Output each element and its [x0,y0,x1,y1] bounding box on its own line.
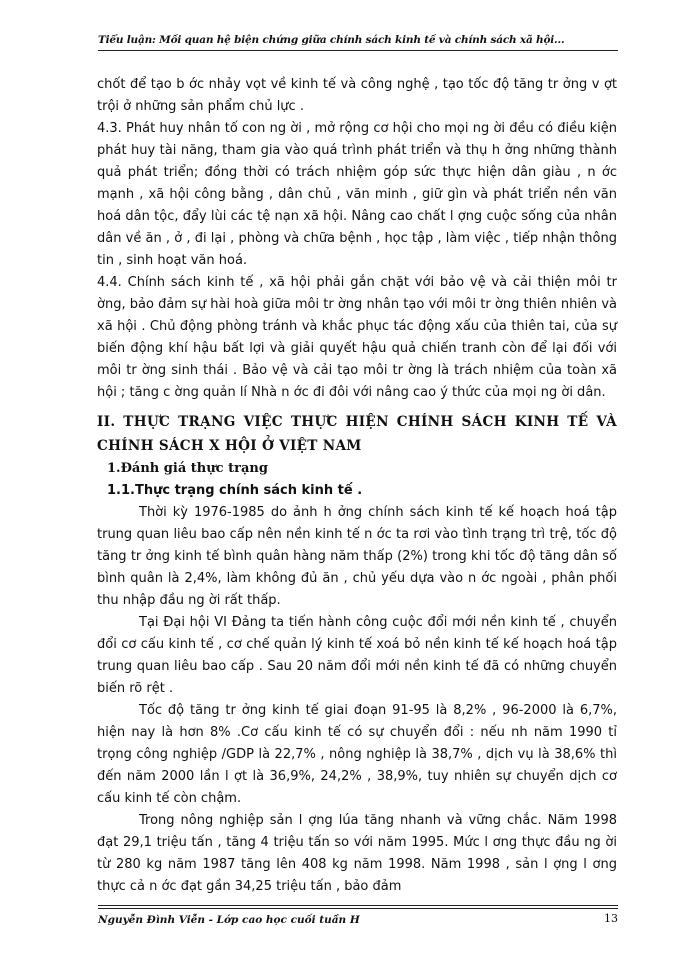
section-heading: II. THỰC TRẠNG VIỆC THỰC HIỆN CHÍNH SÁCH KINH TẾ VÀ CHÍNH SÁCH X HỘI Ở VIỆT NAM [97,414,617,454]
body-paragraph: Trong nông nghiệp sản l ợng lúa tăng nhanh và vững chắc. Năm 1998 đạt 29,1 triệu tấn , tăng 4 triệu tấn so với năm 1995. Mức l ơng thực đầu ng ời từ 280 kg năm 1987 tăng lên 408 kg năm 1998. Năm 1998 , sản l ợng l ơng thực cả n ớc đạt gần 34,25 triệu tấn , bảo đảm [97,813,617,894]
header-rule [98,50,618,51]
paragraph-4-4: 4.4. Chính sách kinh tế , xã hội phải gắn chặt với bảo vệ và cải thiện môi tr ờng, bảo đảm sự hài hoà giữa môi tr ờng nhân tạo với môi tr ờng thiên nhiên và xã hội . Chủ động phòng tránh và khắc phục tác động xấu của thiên tai, của sự biến động khí hậu bất lợi và giải quyết hậu quả chiến tranh còn để lại đối với môi tr ờng sinh thái . Bảo vệ và cải tạo môi tr ờng là trách nhiệm của toàn xã hội ; tăng c ờng quản lí Nhà n ớc đi đôi với nâng cao ý thức của mọi ng ời dân. [97,275,617,400]
footer-rule-bottom [98,908,618,909]
page-number: 13 [604,912,618,925]
footer-rule-top [98,905,618,906]
running-footer: Nguyễn Đình Viễn - Lớp cao học cuối tuần H [98,914,360,926]
body-paragraph: Tốc độ tăng tr ởng kinh tế giai đoạn 91-95 là 8,2% , 96-2000 là 6,7%, hiện nay là hơn 8% .Cơ cấu kinh tế có sự chuyển đổi : nếu nh năm 1990 tỉ trọng công nghiệp /GDP là 22,7% , nông nghiệp là 38,7% , dịch vụ là 38,6% thì đến năm 2000 lần l ợt là 36,9%, 24,2% , 38,9%, tuy nhiên sự chuyển dịch cơ cấu kinh tế còn chậm. [97,703,617,806]
body-paragraph: Tại Đại hội VI Đảng ta tiến hành công cuộc đổi mới nền kinh tế , chuyển đổi cơ cấu kinh tế , cơ chế quản lý kinh tế xoá bỏ nền kinh tế kế hoạch hoá tập trung quan liêu bao cấp . Sau 20 năm đổi mới nền kinh tế đã có những chuyển biến rõ rệt . [97,615,617,696]
paragraph-4-3: 4.3. Phát huy nhân tố con ng ời , mở rộng cơ hội cho mọi ng ời đều có điều kiện phát huy tài năng, tham gia vào quá trình phát triển và thụ h ởng những thành quả phát triển; đồng thời có trách nhiệm góp sức thực hiện dân giàu , n ớc mạnh , xã hội công bằng , dân chủ , văn minh , giữ gìn và phát triển nền văn hoá dân tộc, đẩy lùi các tệ nạn xã hội. Nâng cao chất l ợng cuộc sống của nhân dân về ăn , ở , đi lại , phòng và chữa bệnh , học tập , làm việc , tiếp nhận thông tin , sinh hoạt văn hoá. [97,121,617,268]
subheading-economic-policy: 1.1.Thực trạng chính sách kinh tế . [107,483,363,498]
body-paragraph: Thời kỳ 1976-1985 do ảnh h ởng chính sách kinh tế kế hoạch hoá tập trung quan liêu bao cấp nên nền kinh tế n ớc ta rơi vào tình trạng trì trệ, tốc độ tăng tr ởng kinh tế bình quân hàng năm thấp (2%) trong khi tốc độ tăng dân số bình quân là 2,4%, làm không đủ ăn , chủ yếu dựa vào n ớc ngoài , phân phối thu nhập đầu ng ời rất thấp. [97,505,617,608]
paragraph-continuation: chốt để tạo b ớc nhảy vọt về kinh tế và công nghệ , tạo tốc độ tăng tr ởng v ợt trội ở những sản phẩm chủ lực . [97,77,617,114]
page-body [97,74,617,898]
running-header: Tiểu luận: Mối quan hệ biện chứng giữa chính sách kinh tế và chính sách xã hội... [98,34,565,46]
subheading-assessment: 1.Đánh giá thực trạng [107,461,268,476]
